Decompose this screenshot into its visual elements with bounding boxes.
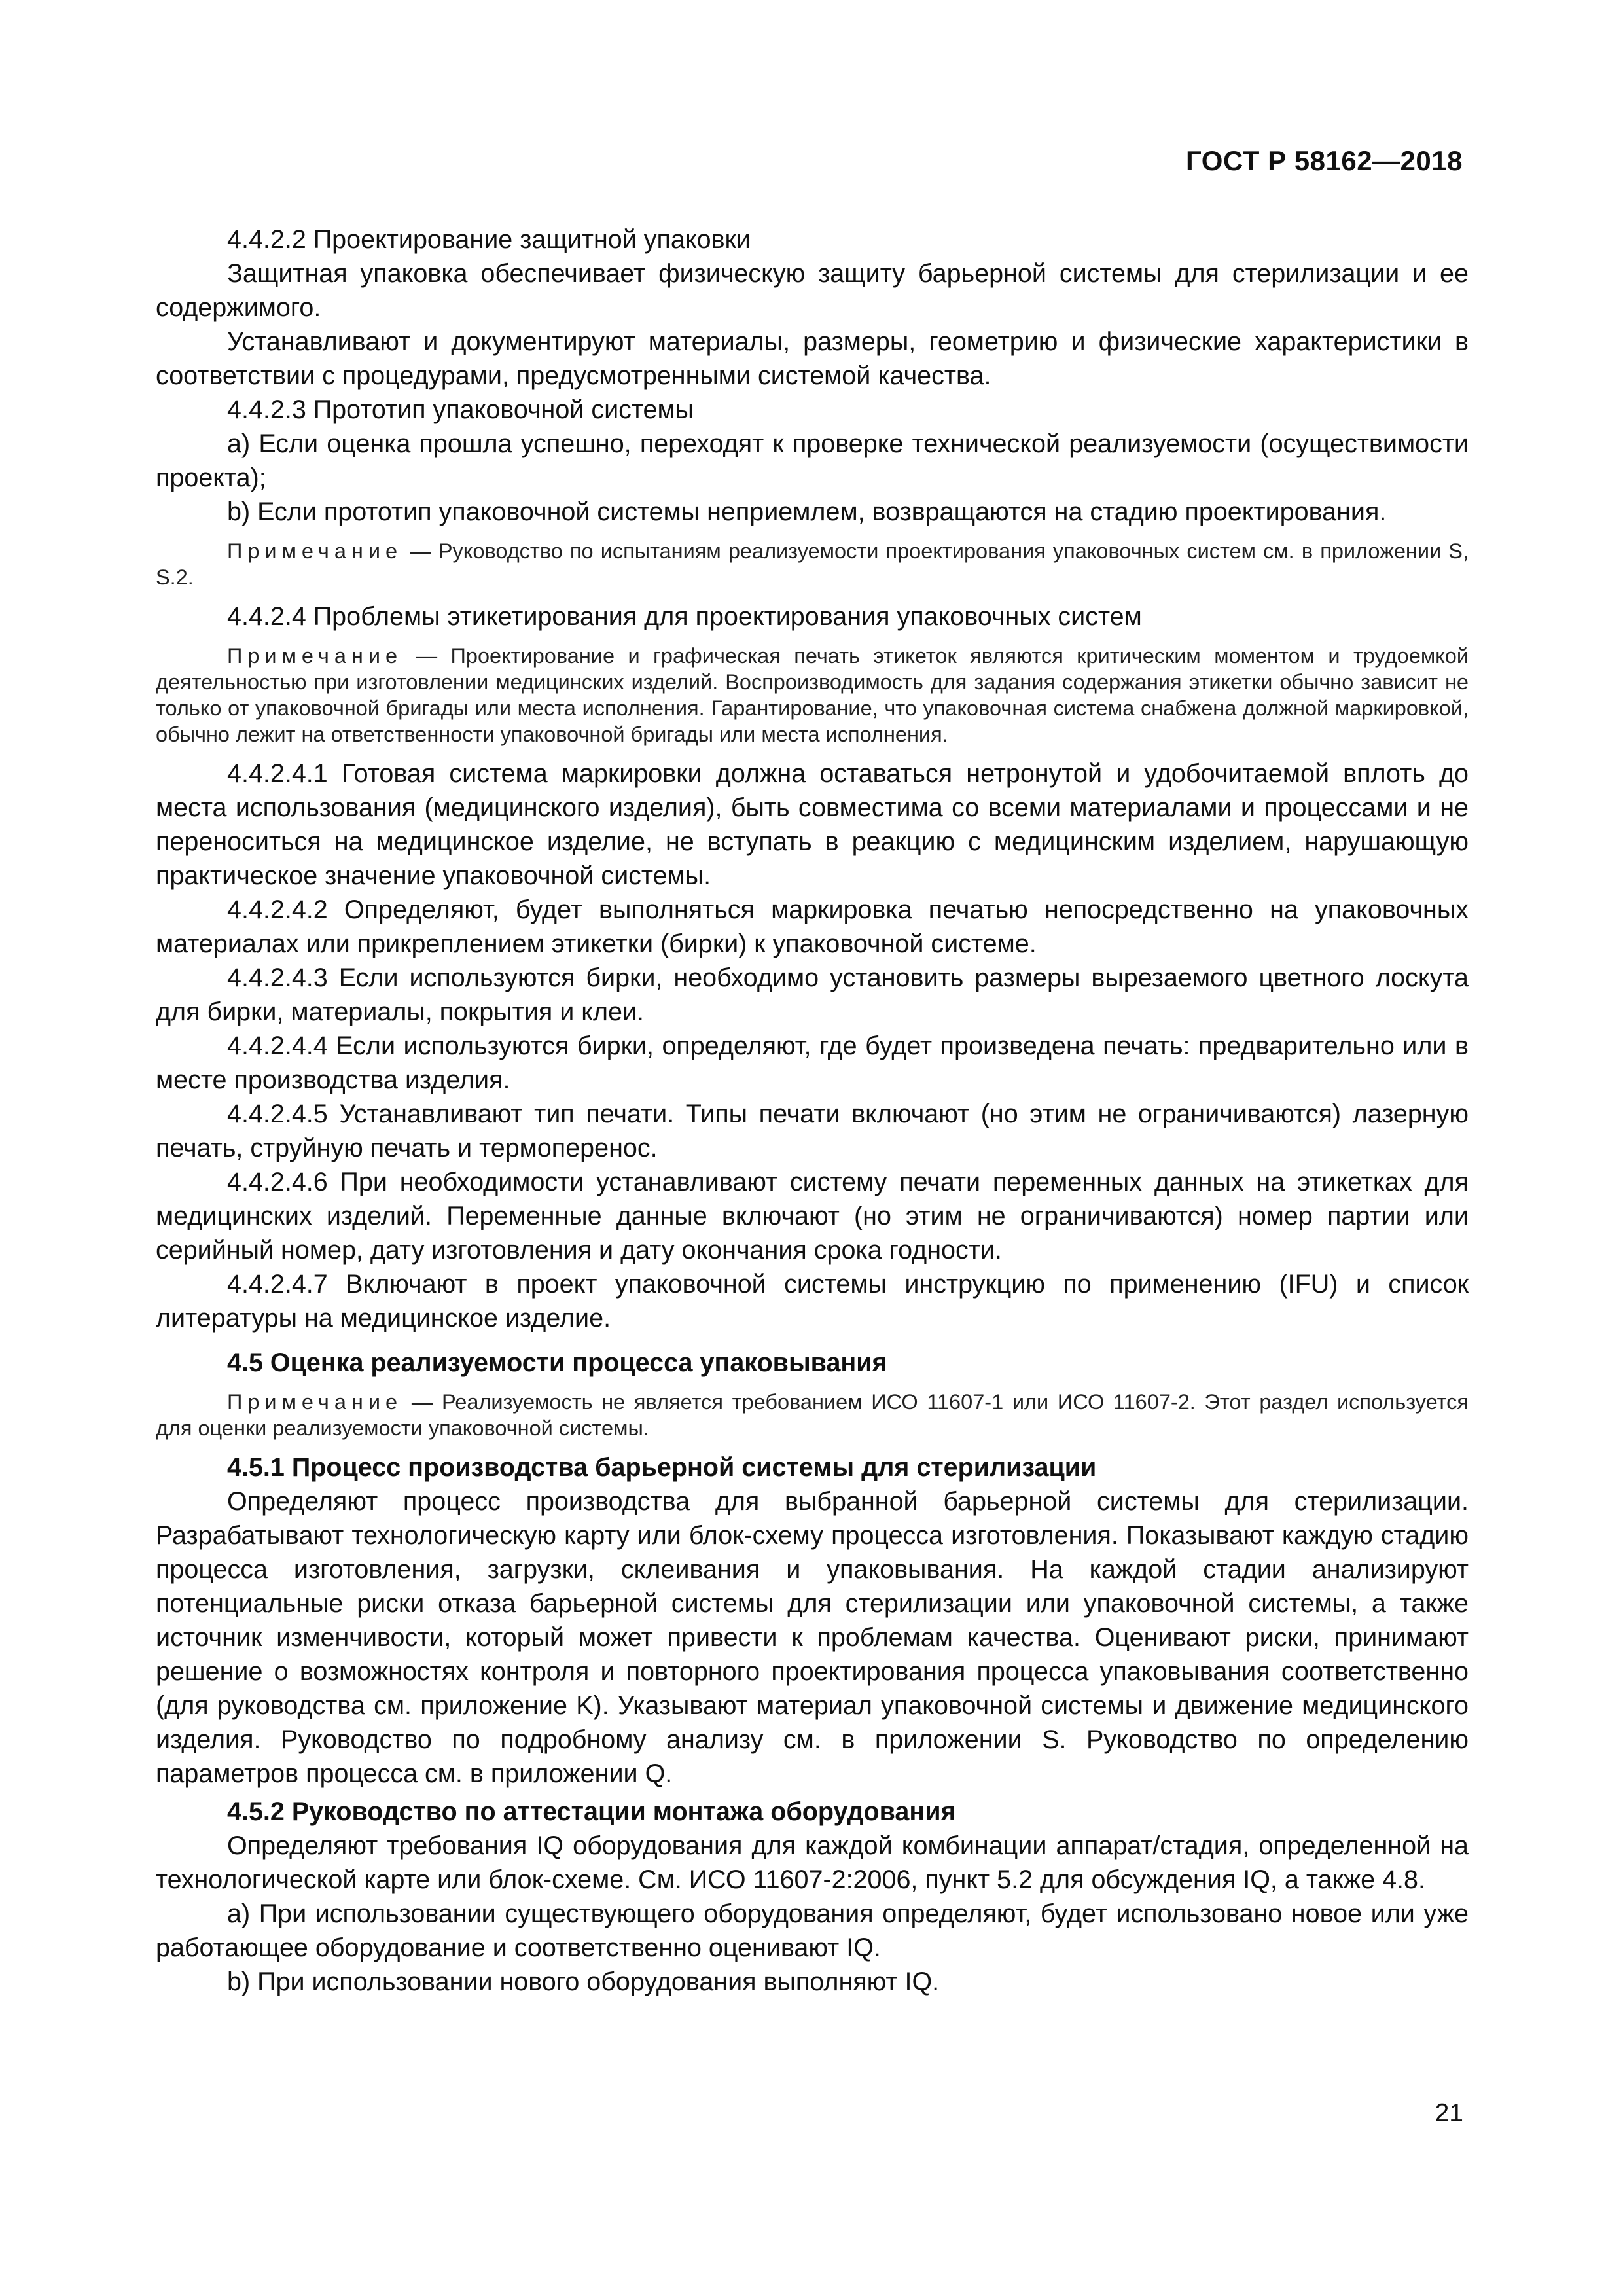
note (156, 1389, 1469, 1441)
note-label: Примечание (227, 1390, 403, 1414)
standard-designation: ГОСТ Р 58162—2018 (1186, 145, 1463, 176)
list-item-b: b) Если прототип упаковочной системы неприемлем, возвращаются на стадию проектирования. (227, 497, 1387, 526)
clause-4-4-2-4-4: 4.4.2.4.4 Если используются бирки, определяют, где будет произведена печать: предварительно или в месте производства изделия. (156, 1031, 1469, 1094)
clause-4-4-2-4-title: 4.4.2.4 Проблемы этикетирования для проектирования упаковочных систем (227, 602, 1142, 631)
note-text: — Проектирование и графическая печать этикеток являются критическим моментом и трудоемкой деятельностью при изготовлении медицинских изделий. Воспроизводимость для задания содержания этикетки обычно зависит не только от упаковочной бригады или места исполнения. Гарантирование, что упаковочная система снабжена должной маркировкой, обычно лежит на ответственности упаковочной бригады или места исполнения. (156, 644, 1469, 746)
paragraph: Определяют процесс производства для выбранной барьерной системы для стерилизации. Разрабатывают технологическую карту или блок-схему процесса изготовления. Показывают каждую стадию процесса изготовления, загрузки, склеивания и упаковывания. На каждой стадии анализируют потенциальные риски отказа барьерной системы для стерилизации или упаковочной системы, а также источник изменчивости, который может привести к проблемам качества. Оценивают риски, принимают решение о возможностях контроля и повторного проектирования процесса упаковывания соответственно (для руководства см. приложение K). Указывают материал упаковочной системы и движение медицинского изделия. Руководство по подробному анализу см. в приложении S. Руководство по определению параметров процесса см. в приложении Q. (156, 1487, 1469, 1788)
clause-4-4-2-4-3: 4.4.2.4.3 Если используются бирки, необходимо установить размеры вырезаемого цветного лоскута для бирки, материалы, покрытия и клеи. (156, 963, 1469, 1026)
clause-4-4-2-4-1: 4.4.2.4.1 Готовая система маркировки должна оставаться нетронутой и удобочитаемой вплоть до места использования (медицинского изделия), быть совместима со всеми материалами и процессами и не переноситься на медицинское изделие, не вступать в реакцию с медицинским изделием, нарушающую практическое значение упаковочной системы. (156, 759, 1469, 890)
list-item-a: a) Если оценка прошла успешно, переходят к проверке технической реализуемости (осуществимости проекта); (156, 429, 1469, 492)
list-item-b: b) При использовании нового оборудования выполняют IQ. (227, 1967, 940, 1996)
clause-4-4-2-2-title: 4.4.2.2 Проектирование защитной упаковки (227, 225, 751, 254)
list-item-a: a) При использовании существующего оборудования определяют, будет использовано новое или уже работающее оборудование и соответственно оценивают IQ. (156, 1899, 1469, 1962)
note-text: — Руководство по испытаниям реализуемости проектирования упаковочных систем см. в приложении S, S.2. (156, 539, 1469, 589)
section-4-5-1-heading: 4.5.1 Процесс производства барьерной системы для стерилизации (227, 1453, 1097, 1482)
document-body (156, 223, 1469, 1999)
paragraph: Защитная упаковка обеспечивает физическую защиту барьерной системы для стерилизации и ее содержимого. (156, 259, 1469, 322)
clause-4-4-2-4-7: 4.4.2.4.7 Включают в проект упаковочной системы инструкцию по применению (IFU) и список литературы на медицинское изделие. (156, 1270, 1469, 1333)
paragraph: Определяют требования IQ оборудования для каждой комбинации аппарат/стадия, определенной на технологической карте или блок-схеме. См. ИСО 11607-2:2006, пункт 5.2 для обсуждения IQ, а также 4.8. (156, 1831, 1469, 1894)
note-text: — Реализуемость не является требованием ИСО 11607-1 или ИСО 11607-2. Этот раздел используется для оценки реализуемости упаковочной системы. (156, 1390, 1469, 1440)
clause-4-4-2-4-5: 4.4.2.4.5 Устанавливают тип печати. Типы печати включают (но этим не ограничиваются) лазерную печать, струйную печать и термоперенос. (156, 1100, 1469, 1162)
section-4-5-heading: 4.5 Оценка реализуемости процесса упаковывания (227, 1348, 887, 1377)
clause-4-4-2-4-2: 4.4.2.4.2 Определяют, будет выполняться маркировка печатью непосредственно на упаковочных материалах или прикреплением этикетки (бирки) к упаковочной системе. (156, 895, 1469, 958)
clause-4-4-2-3-title: 4.4.2.3 Прототип упаковочной системы (227, 395, 694, 424)
note-label: Примечание (227, 539, 403, 563)
note (156, 538, 1469, 590)
note-label: Примечание (227, 644, 403, 668)
page-number: 21 (1435, 2099, 1463, 2127)
paragraph: Устанавливают и документируют материалы, размеры, геометрию и физические характеристики в соответствии с процедурами, предусмотренными системой качества. (156, 327, 1469, 390)
section-4-5-2-heading: 4.5.2 Руководство по аттестации монтажа оборудования (227, 1797, 956, 1826)
note (156, 643, 1469, 747)
clause-4-4-2-4-6: 4.4.2.4.6 При необходимости устанавливают систему печати переменных данных на этикетках для медицинских изделий. Переменные данные включают (но этим не ограничиваются) номер партии или серийный номер, дату изготовления и дату окончания срока годности. (156, 1168, 1469, 1265)
